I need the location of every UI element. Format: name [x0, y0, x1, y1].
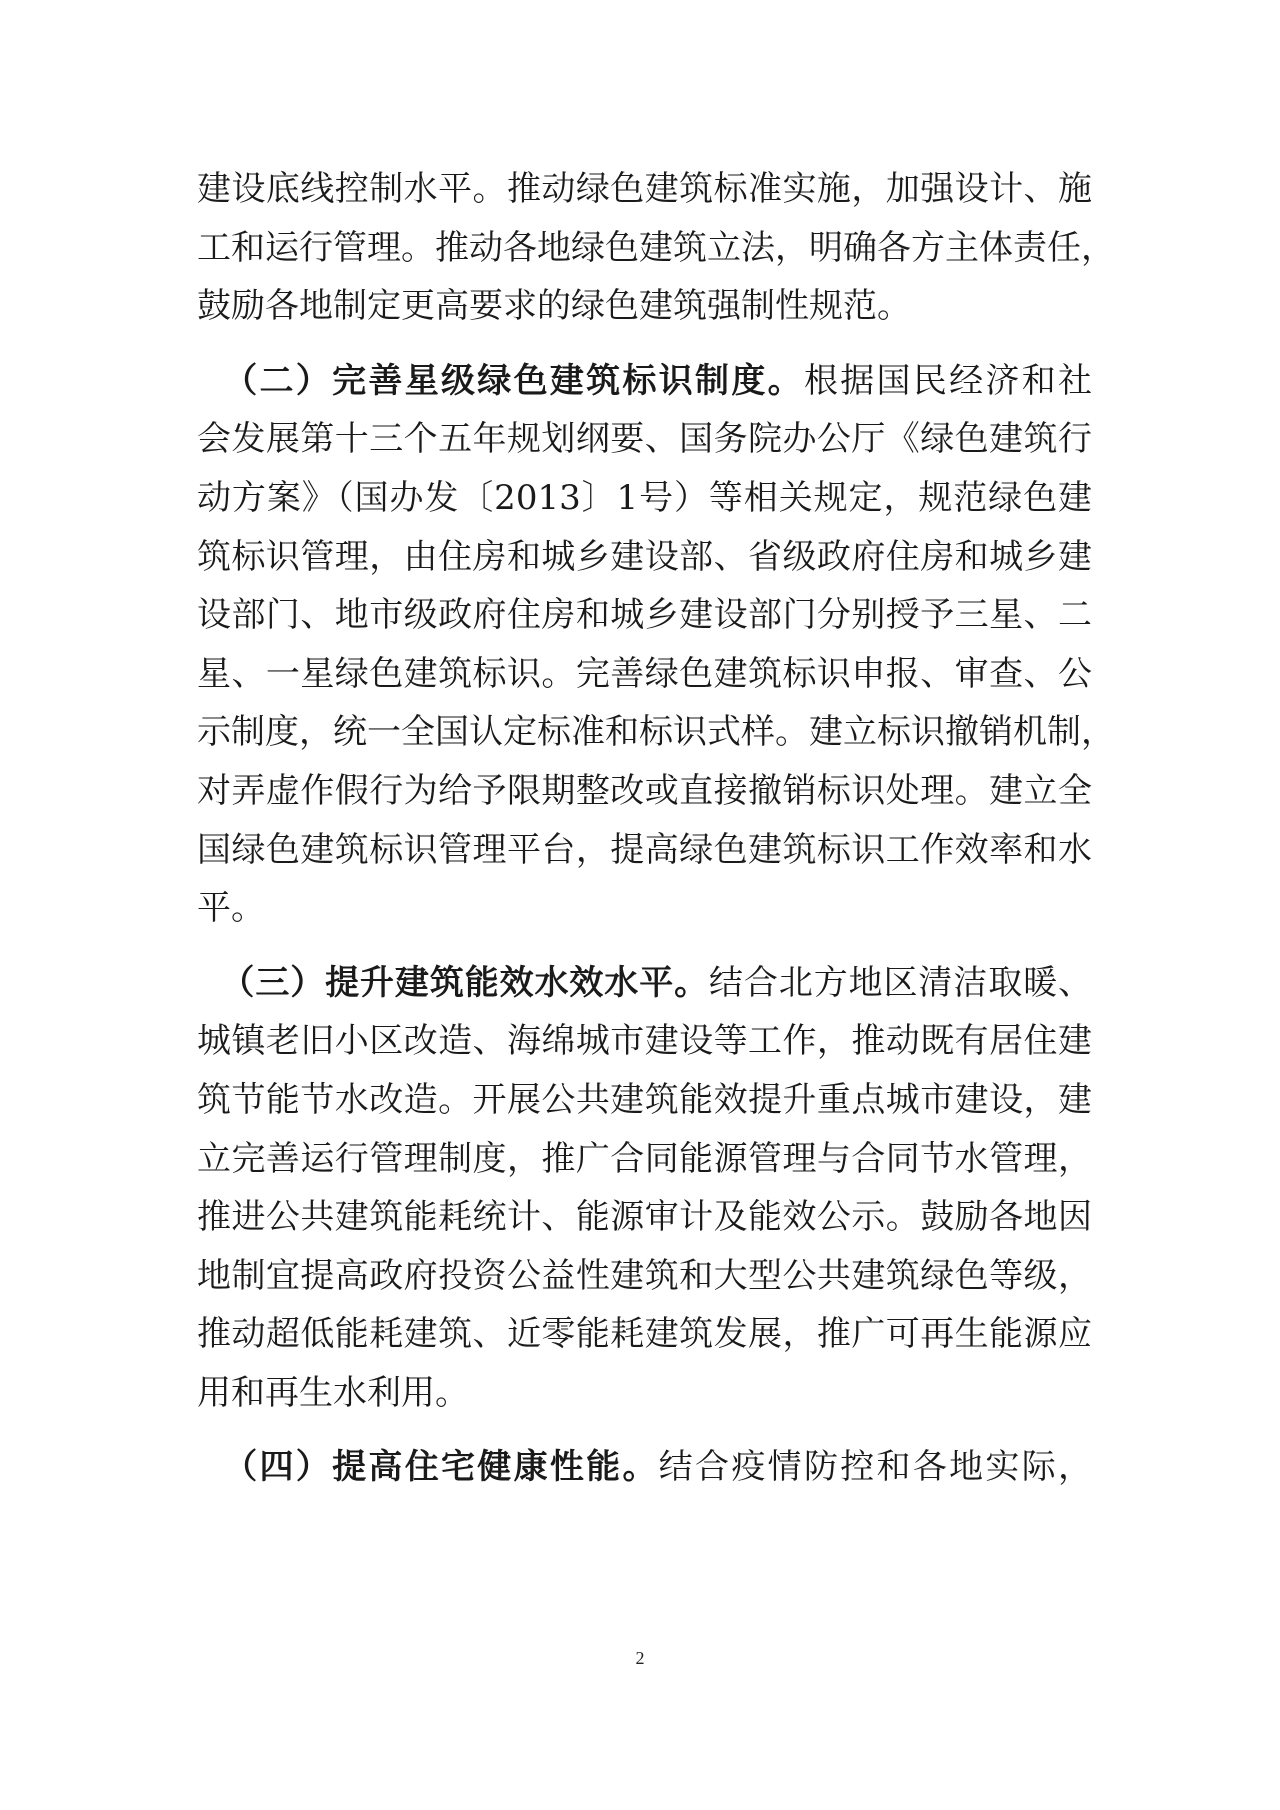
section-4-heading: （四）提高住宅健康性能。 — [223, 1447, 659, 1488]
paragraph-line: 鼓励各地制定更高要求的绿色建筑强制性规范。 — [197, 286, 911, 327]
paragraph-line: 用和再生水利用。 — [197, 1372, 469, 1413]
paragraph-line: 对弄虚作假行为给予限期整改或直接撤销标识处理。建立全 — [197, 770, 1092, 811]
paragraph-line: 建设底线控制水平。推动绿色建筑标准实施，加强设计、施 — [197, 169, 1092, 209]
document-body — [197, 160, 1115, 1497]
paragraph-line: 国绿色建筑标识管理平台，提高绿色建筑标识工作效率和水 — [197, 829, 1092, 870]
section-3-first-line — [197, 954, 1092, 1013]
paragraph-line: 会发展第十三个五年规划纲要、国务院办公厅《绿色建筑行 — [197, 419, 1092, 460]
paragraph-gap — [197, 336, 1092, 352]
section-3 — [197, 954, 1092, 1423]
paragraph-intro — [197, 160, 1115, 336]
paragraph-line: 示制度，统一全国认定标准和标识式样。建立标识撤销机制， — [197, 712, 1115, 753]
section-2-heading: （二）完善星级绿色建筑标识制度。 — [223, 360, 804, 401]
paragraph-line: 动方案》（国办发〔2013〕1号）等相关规定，规范绿色建 — [197, 477, 1092, 518]
section-2 — [197, 352, 1115, 938]
section-4 — [197, 1438, 1092, 1497]
paragraph-line: 工和运行管理。推动各地绿色建筑立法，明确各方主体责任， — [197, 227, 1115, 268]
paragraph-line: 平。 — [197, 888, 265, 929]
paragraph-gap — [197, 1422, 1092, 1438]
paragraph-line: 立完善运行管理制度，推广合同能源管理与合同节水管理， — [197, 1138, 1092, 1179]
paragraph-line: 设部门、地市级政府住房和城乡建设部门分别授予三星、二 — [197, 595, 1092, 636]
section-2-first-line — [197, 352, 1092, 411]
paragraph-line: 推进公共建筑能耗统计、能源审计及能效公示。鼓励各地因 — [197, 1197, 1092, 1238]
section-3-first-line-text: 结合北方地区清洁取暖、 — [709, 962, 1093, 1003]
section-2-first-line-text: 根据国民经济和社 — [803, 360, 1093, 401]
paragraph-line: 筑节能节水改造。开展公共建筑能效提升重点城市建设，建 — [197, 1079, 1092, 1120]
section-4-first-line — [197, 1438, 1092, 1497]
paragraph-line: 地制宜提高政府投资公益性建筑和大型公共建筑绿色等级， — [197, 1255, 1092, 1296]
paragraph-line: 筑标识管理，由住房和城乡建设部、省级政府住房和城乡建 — [197, 536, 1092, 577]
paragraph-line: 星、一星绿色建筑标识。完善绿色建筑标识申报、审查、公 — [197, 653, 1092, 694]
paragraph-line: 推动超低能耗建筑、近零能耗建筑发展，推广可再生能源应 — [197, 1314, 1092, 1355]
section-4-first-line-text: 结合疫情防控和各地实际， — [658, 1447, 1093, 1488]
paragraph-gap — [197, 938, 1092, 954]
page-number: 2 — [635, 1648, 645, 1668]
paragraph-line: 城镇老旧小区改造、海绵城市建设等工作，推动既有居住建 — [197, 1021, 1092, 1062]
section-3-heading: （三）提升建筑能效水效水平。 — [220, 962, 710, 1003]
